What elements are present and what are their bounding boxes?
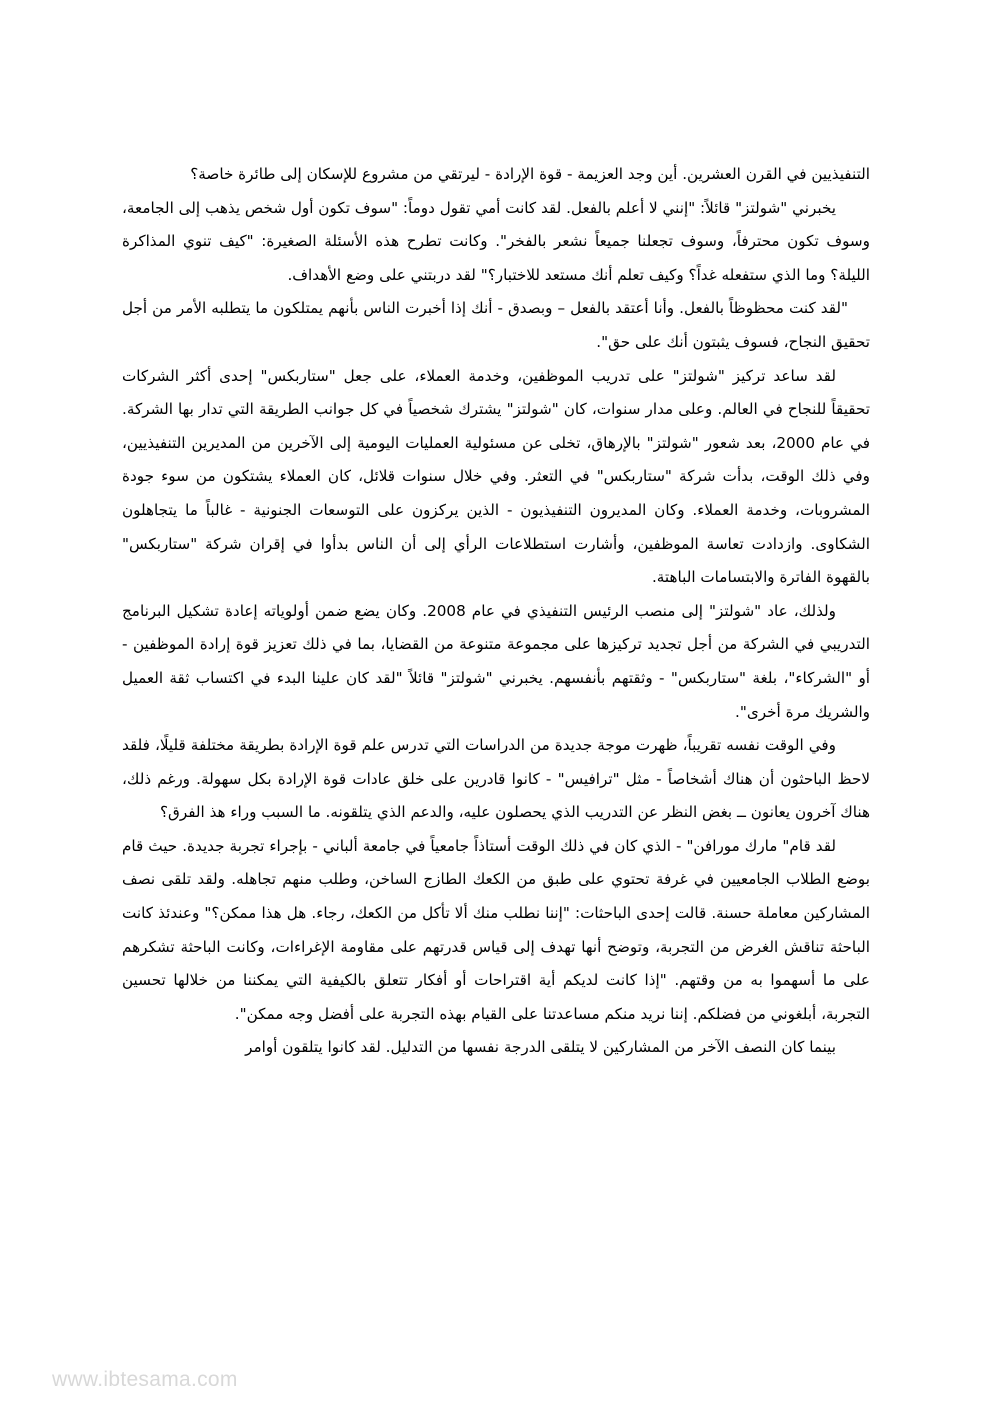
paragraph-6: وفي الوقت نفسه تقريباً، ظهرت موجة جديدة من الدراسات التي تدرس علم قوة الإرادة بطريقة مختلفة قليلًا، فلقد لاحظ الباحثون أن هناك أشخاصاً - مثل "ترافيس" - كانوا قادرين على خلق عادات قوة الإرادة بكل سهولة. ورغم ذلك، هناك آخرون يعانون ــ بغض النظر عن التدريب الذي يحصلون عليه، والدعم الذي يتلقونه. ما السبب وراء هذ الفرق؟ [122, 736, 870, 822]
site-watermark: www.ibtesama.com [52, 1368, 238, 1391]
paragraph-8: بينما كان النصف الآخر من المشاركين لا يتلقى الدرجة نفسها من التدليل. لقد كانوا يتلقون أوامر [245, 1038, 836, 1057]
paragraph-7: لقد قام" مارك مورافن" - الذي كان في ذلك الوقت أستاذاً جامعياً في جامعة ألباني - بإجراء تجربة جديدة. حيث قام بوضع الطلاب الجامعيين في غرفة تحتوي على طبق من الكعك الطازج الساخن، وطلب منهم تجاهله. ولقد تلقى نصف المشاركين معاملة حسنة. قالت إحدى الباحثات: "إننا نطلب منك ألا تأكل من الكعك، رجاء. هل هذا ممكن؟" وعندئذ كانت الباحثة تناقش الغرض من التجربة، وتوضح أنها تهدف إلى قياس قدرتهم على مقاومة الإغراءات، وكانت الباحثة تشكرهم على ما أسهموا به من وقتهم. "إذا كانت لديكم أية اقتراحات أو أفكار تتعلق بالكيفية التي يمكننا من خلالها تحسين التجربة، أبلغوني من فضلكم. إننا نريد منكم مساعدتنا على القيام بهذه التجربة على أفضل وجه ممكن". [122, 836, 870, 1023]
paragraph-5: ولذلك، عاد "شولتز" إلى منصب الرئيس التنفيذي في عام 2008. وكان يضع ضمن أولوياته إعادة تشكيل البرنامج التدريبي في الشركة من أجل تجديد تركيزها على مجموعة متنوعة من القضايا، بما في ذلك تعزيز قوة إرادة الموظفين - أو "الشركاء"، بلغة "ستاربكس" - وثقتهم بأنفسهم. يخبرني "شولتز" قائلاً "لقد كان علينا البدء في اكتساب ثقة العميل والشريك مرة أخرى". [122, 601, 870, 721]
paragraph-3-quote: "لقد كنت محظوظاً بالفعل. وأنا أعتقد بالفعل – وبصدق - أنك إذا أخبرت الناس بأنهم يمتلكون ما يتطلبه الأمر من أجل تحقيق النجاح، فسوف يثبتون أنك على حق". [122, 299, 870, 351]
paragraph-2: يخبرني "شولتز" قائلاً: "إنني لا أعلم بالفعل. لقد كانت أمي تقول دوماً: "سوف تكون أول شخص يذهب إلى الجامعة، وسوف تكون محترفاً، وسوف تجعلنا جميعاً نشعر بالفخر". وكانت تطرح هذه الأسئلة الصغيرة: "كيف تنوي المذاكرة الليلة؟ وما الذي ستفعله غداً؟ وكيف تعلم أنك مستعد للاختبار؟" لقد دربتني على وضع الأهداف. [122, 198, 870, 284]
document-text-column [122, 158, 870, 1065]
paragraph-1: التنفيذيين في القرن العشرين. أين وجد العزيمة - قوة الإرادة - ليرتقي من مشروع للإسكان إلى طائرة خاصة؟ [190, 165, 870, 183]
paragraph-4: لقد ساعد تركيز "شولتز" على تدريب الموظفين، وخدمة العملاء، على جعل "ستاربكس" إحدى أكثر الشركات تحقيقاً للنجاح في العالم. وعلى مدار سنوات، كان "شولتز" يشترك شخصياً في كل جوانب الطريقة التي تدار بها الشركة. في عام 2000، بعد شعور "شولتز" بالإرهاق، تخلى عن مسئولية العمليات اليومية إلى الآخرين من المديرين التنفيذيين، وفي ذلك الوقت، بدأت شركة "ستاربكس" في التعثر. وفي خلال سنوات قلائل، كان العملاء يشتكون من سوء جودة المشروبات، وخدمة العملاء. وكان المديرون التنفيذيون - الذين يركزون على التوسعات الجنونية - غالباً ما يتجاهلون الشكاوى. وازدادت تعاسة الموظفين، وأشارت استطلاعات الرأي إلى أن الناس بدأوا في إقران شركة "ستاربكس" بالقهوة الفاترة والابتسامات الباهتة. [122, 366, 870, 587]
